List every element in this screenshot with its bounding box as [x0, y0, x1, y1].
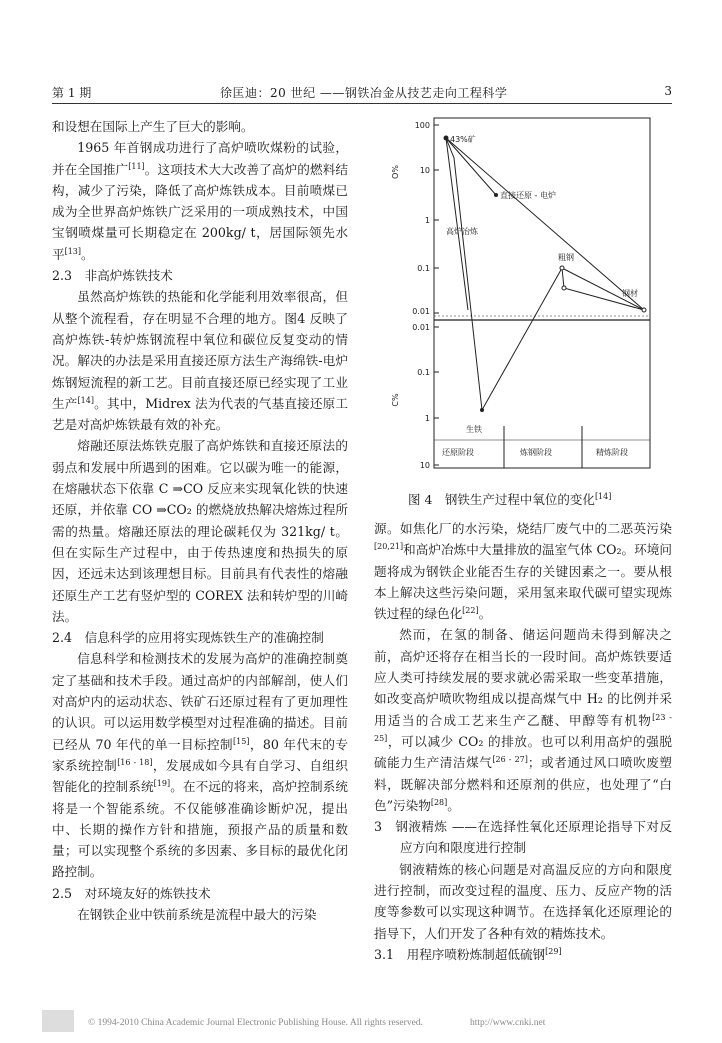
- tick-label: 0.01: [412, 307, 430, 316]
- label-dr-eaf: 直接还原 - 电炉: [500, 191, 556, 200]
- citation: [19]: [153, 779, 171, 789]
- tick-label: 1: [424, 216, 430, 225]
- section-heading: 3 钢液精炼 ——在选择性氧化还原理论指导下对反应方向和限度进行控制: [374, 819, 672, 856]
- label-crude-steel: 粗钢: [558, 253, 574, 262]
- point-ore: [444, 136, 449, 141]
- label-pig-iron: 生铁: [466, 425, 482, 434]
- paragraph: 和设想在国际上产生了巨大的影响。: [52, 119, 254, 134]
- running-header: [52, 84, 672, 104]
- point-dr: [494, 193, 498, 197]
- tick-label: 0.1: [417, 368, 430, 377]
- citation: [28]: [430, 797, 448, 807]
- tick-label: 10: [419, 461, 430, 470]
- paragraph: 熔融还原法炼铁克服了高炉炼铁和直接还原法的弱点和发展中所遇到的困难。它以碳为唯一的能源，在熔融状态下依靠 C ⇒CO 反应来实现氧化铁的快速还原，并依靠 CO ⇒CO₂ 的燃烧放热解决熔炼过程所需的热量。熔融还原法的理论碳耗仅为 321kg/ t。但在实际生产过程中，由于传热速度和热损失的原因，还远未达到该理想目标。目前具有代表性的熔融还原生产工艺有竖炉型的 COREX 法和转炉型的川崎法。: [52, 438, 348, 624]
- point-crude-2: [562, 286, 566, 290]
- figure-oxygen-potential: [386, 110, 658, 480]
- header-rule: [52, 103, 672, 104]
- section-heading: 2.3 非高炉炼铁技术: [52, 268, 173, 284]
- tick-label: 100: [414, 121, 430, 130]
- y-axis-label-bottom: C%: [391, 393, 400, 407]
- citation: [29]: [545, 946, 562, 956]
- left-column: [52, 116, 348, 925]
- citation: [26 - 27]: [492, 755, 528, 765]
- publisher-logo: [42, 1010, 74, 1032]
- paragraph: 源。如焦化厂的水污染，烧结厂废气中的二恶英污染[20,21]和高炉冶炼中大量排放的温室气体 CO₂。环境问题将成为钢铁企业能否生存的关键因素之一。要从根本上解决这些污染问题，采用氢来取代碳可望实现炼铁过程的绿色化[22]。: [374, 521, 672, 622]
- section-heading: 2.4 信息科学的应用将实现炼铁生产的准确控制: [52, 630, 324, 646]
- process-lines: [446, 138, 644, 410]
- tick-label: 10: [419, 166, 430, 175]
- plot-frame: [434, 118, 650, 468]
- running-title: 徐匡迪：20 世纪 ——钢铁冶金从技艺走向工程科学: [220, 86, 508, 100]
- tick-label: 0.01: [412, 323, 430, 332]
- right-column: [374, 518, 672, 965]
- paragraph: 然而，在氢的制备、储运问题尚未得到解决之前，高炉还将存在相当长的一段时间。高炉炼铁要适应人类可持续发展的要求就必需采取一些变革措施，如改变高炉喷吹物组成以提高煤气中 H₂ 的比例并采用适当的合成工艺来生产乙醚、甲醇等有机物[23 - 25]，可以减少 CO₂ 的排放。也可以利用高炉的强脱硫能力生产清洁煤气[26 - 27]；或者通过风口喷吹废塑料，既解决部分燃料和还原剂的供应，也处理了“白色”污染物[28]。: [374, 627, 673, 813]
- paragraph: 钢液精炼的核心问题是对高温反应的方向和限度进行控制，而改变过程的温度、压力、反应产物的活度等参数可以实现这种调节。在选择氧化还原理论的指导下，人们开发了各种有效的精炼技术。: [374, 861, 672, 941]
- citation: [15]: [233, 736, 250, 746]
- dr-line-a: [446, 138, 496, 195]
- paragraph: 1965 年首钢成功进行了高炉喷吹煤粉的试验，并在全国推广[11]。这项技术大大改善了高炉的燃料结构，减少了污染，降低了高炉炼铁成本。目前喷煤已成为全世界高炉炼铁广泛采用的一项成熟技术，中国宝钢喷煤量可长期稳定在 200kg/ t，居国际领先水平[13]。: [52, 140, 349, 262]
- stage-label: 还原阶段: [442, 448, 474, 457]
- copyright-notice: © 1994-2010 China Academic Journal Electronic Publishing House. All rights reserved.: [88, 1018, 423, 1028]
- y-ticks-bottom: [412, 323, 439, 470]
- tick-label: 0.1: [417, 264, 430, 273]
- paragraph: 信息科学和检测技术的发展为高炉的准确控制奠定了基础和技术手段。通过高炉的内部解剖，使人们对高炉内的运动状态、铁矿石还原过程有了更加理性的认识。可以运用数学模型对过程准确的描述。目前已经从 70 年代的单一目标控制[15]，80 年代末的专家系统控制[16 - 18]，发展成如今具有自学习、自组织智能化的控制系统[19]。在不远的将来，高炉控制系统将是一个智能系统。不仅能够准确诊断炉况，提出中、长期的操作方针和措施，预报产品的质量和数量；可以实现整个系统的多因素、多目标的最优化闭路控制。: [52, 651, 349, 880]
- citation: [13]: [64, 246, 82, 256]
- stage-label: 炼钢阶段: [520, 448, 552, 457]
- page-number: 3: [664, 84, 672, 98]
- paragraph: 在钢铁企业中铁前系统是流程中最大的污染: [77, 906, 317, 922]
- point-crude: [560, 266, 564, 270]
- citation: [11]: [128, 161, 145, 171]
- citation: [14]: [77, 395, 94, 405]
- figure-caption: 图 4 钢铁生产过程中氧位的变化[14]: [408, 491, 612, 507]
- point-product: [642, 308, 646, 312]
- issue-number: 第 1 期: [52, 86, 92, 100]
- paragraph: 虽然高炉炼铁的热能和化学能利用效率很高，但从整个流程看，存在明显不合理的地方。图4 反映了高炉炼铁-转炉炼钢流程中氧位和碳位反复变动的情况。解决的办法是采用直接还原方法生产海绵铁-电炉炼钢短流程的新工艺。目前直接还原已经实现了工业生产[14]。其中，Midrex 法为代表的气基直接还原工艺是对高炉炼铁最有效的补充。: [52, 289, 348, 433]
- footer-link[interactable]: http://www.cnki.net: [470, 1018, 546, 1028]
- y-ticks-top: [412, 121, 439, 316]
- section-heading: 2.5 对环境友好的炼铁技术: [52, 885, 211, 901]
- point-pigiron: [480, 408, 484, 412]
- citation: [14]: [594, 491, 612, 501]
- dr-line-b: [446, 138, 644, 310]
- steelmaking-line: [482, 268, 562, 410]
- section-heading: 3.1 用程序喷粉炼制超低硫钢[29]: [374, 946, 562, 962]
- label-product: 钢材: [622, 289, 638, 298]
- citation: [23 - 25]: [374, 712, 673, 743]
- bf-line: [446, 138, 468, 310]
- y-axis-label-top: O%: [391, 165, 400, 179]
- citation: [22]: [462, 606, 479, 615]
- figure-diagram: [386, 110, 658, 480]
- citation: [20,21]: [374, 542, 404, 552]
- label-bf: 高炉冶炼: [446, 227, 478, 236]
- citation: [16 - 18]: [117, 757, 153, 767]
- tick-label: 1: [424, 414, 430, 423]
- stage-label: 精炼阶段: [596, 448, 628, 457]
- label-ore: 43%矿: [450, 135, 476, 144]
- process-points: [444, 136, 647, 413]
